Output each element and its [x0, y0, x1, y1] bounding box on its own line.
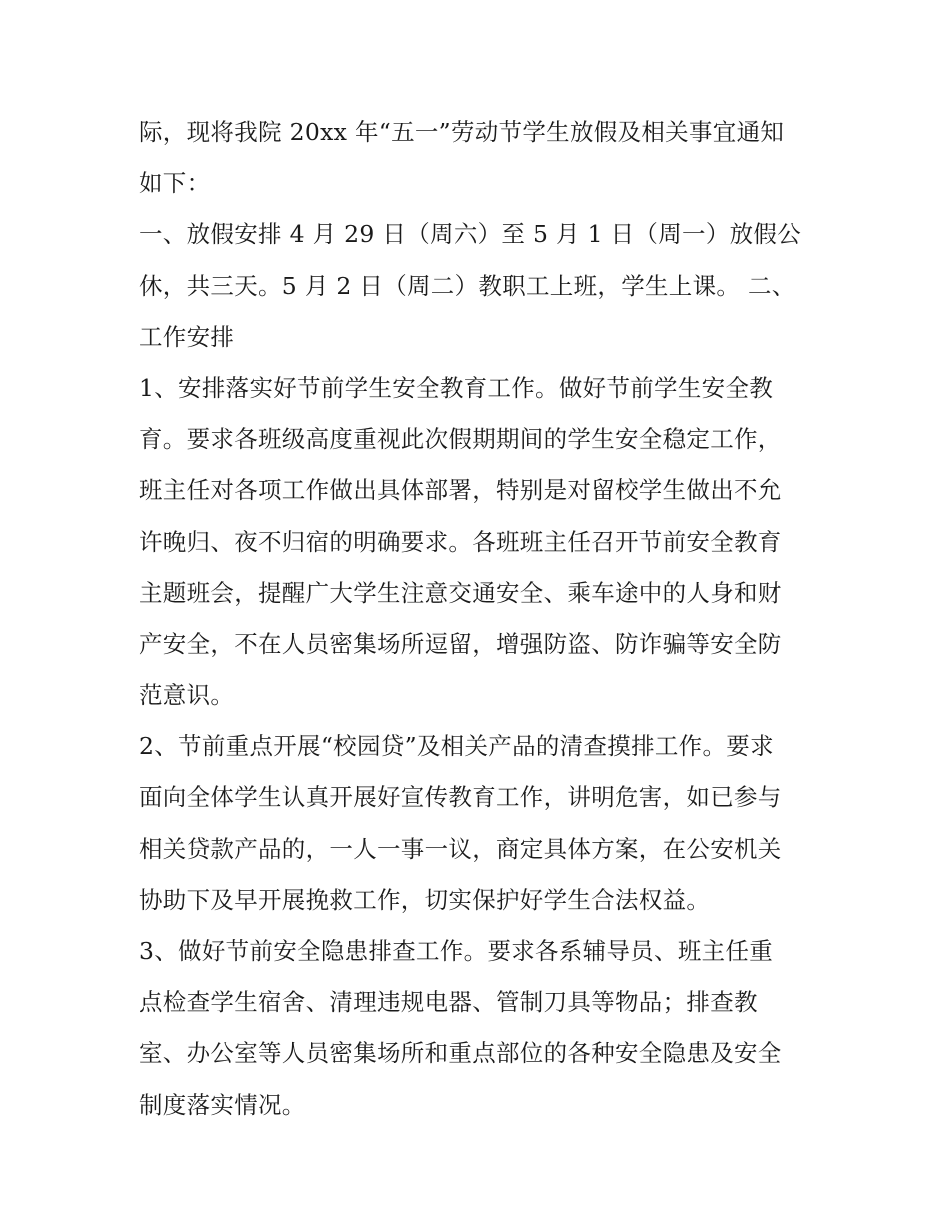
text-line: 3、做好节前安全隐患排查工作。要求各系辅导员、班主任重	[139, 937, 774, 965]
text-line: 际，现将我院 20xx 年“五一”劳动节学生放假及相关事宜通知	[139, 118, 785, 146]
text-line: 点检查学生宿舍、清理违规电器、管制刀具等物品；排查教	[139, 988, 758, 1017]
text-line: 如下：	[139, 169, 211, 198]
text-line: 育。要求各班级高度重视此次假期期间的学生安全稳定工作，	[139, 425, 782, 454]
text-line: 班主任对各项工作做出具体部署，特别是对留校学生做出不允	[139, 476, 782, 505]
text-line: 2、节前重点开展“校园贷”及相关产品的清查摸排工作。要求	[139, 732, 774, 761]
text-line: 面向全体学生认真开展好宣传教育工作，讲明危害，如已参与	[139, 783, 782, 812]
document-body	[139, 107, 819, 1131]
text-line: 休，共三天。5 月 2 日（周二）教职工上班，学生上课。 二、	[139, 271, 796, 300]
text-line: 协助下及早开展挽救工作，切实保护好学生合法权益。	[139, 885, 711, 914]
text-line: 主题班会，提醒广大学生注意交通安全、乘车途中的人身和财	[139, 578, 782, 607]
text-line: 工作安排	[139, 322, 235, 351]
text-line: 产安全，不在人员密集场所逗留，增强防盗、防诈骗等安全防	[139, 629, 782, 658]
text-line: 许晚归、夜不归宿的明确要求。各班班主任召开节前安全教育	[139, 527, 782, 556]
text-line: 室、办公室等人员密集场所和重点部位的各种安全隐患及安全	[139, 1039, 782, 1068]
text-line: 一、放假安排 4 月 29 日（周六）至 5 月 1 日（周一）放假公	[139, 220, 802, 249]
text-line: 制度落实情况。	[139, 1090, 306, 1119]
text-line: 相关贷款产品的，一人一事一议，商定具体方案，在公安机关	[139, 834, 782, 863]
text-line: 范意识。	[139, 681, 235, 710]
text-line: 1、安排落实好节前学生安全教育工作。做好节前学生安全教	[139, 373, 774, 402]
